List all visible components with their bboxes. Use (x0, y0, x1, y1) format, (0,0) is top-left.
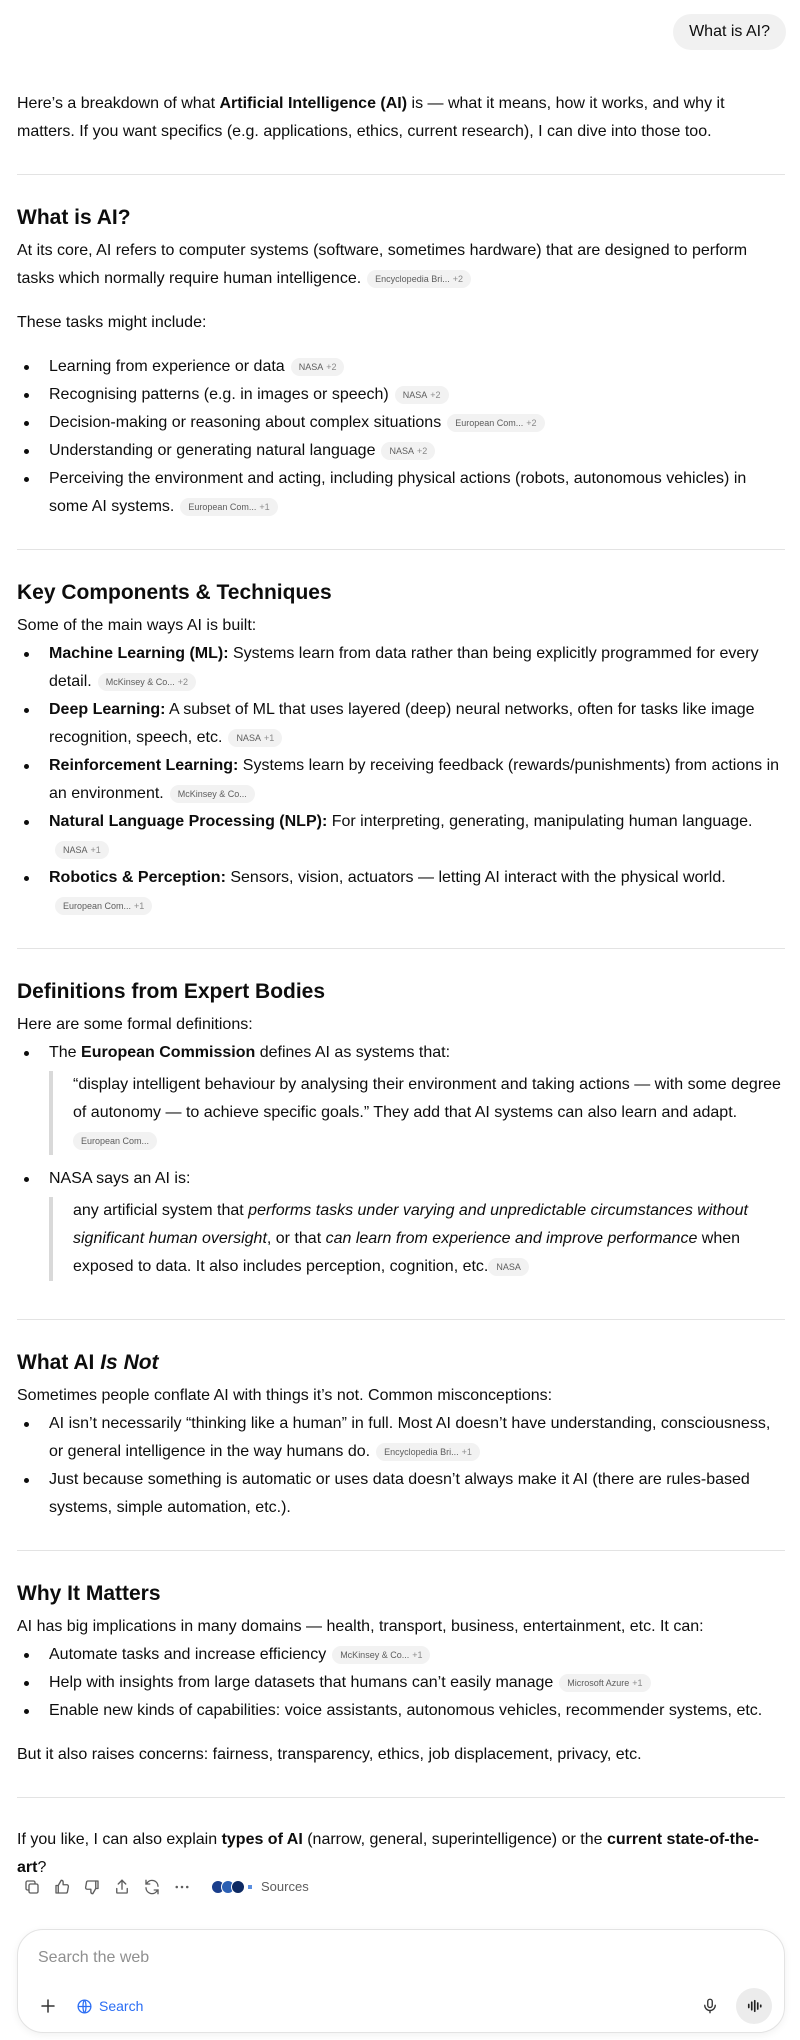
copy-button[interactable] (17, 1873, 47, 1901)
voice-waveform-icon (745, 1997, 763, 2015)
section-what-ai-is-not (17, 1320, 785, 1550)
paragraph: These tasks might include: (17, 314, 207, 331)
thumbs-up-icon (53, 1878, 71, 1896)
search-input[interactable] (38, 1944, 638, 1972)
section-definitions (17, 949, 785, 1319)
source-pill[interactable]: McKinsey & Co... (170, 785, 255, 803)
thumbs-down-icon (83, 1878, 101, 1896)
section-key-components (17, 550, 785, 948)
source-pill[interactable]: Encyclopedia Bri... +1 (376, 1443, 480, 1461)
thumbs-down-button[interactable] (77, 1873, 107, 1901)
source-pill[interactable]: NASA +2 (381, 442, 435, 460)
source-pill[interactable]: European Com... +1 (180, 498, 277, 516)
list-item: AI isn’t necessarily “thinking like a human” in full. Most AI doesn’t have understanding, consciousness, or general intelligence in the way humans do. Encyclopedia Bri... +1 (17, 1410, 785, 1466)
search-label: Search (99, 1998, 144, 2014)
section-heading: Definitions from Expert Bodies (17, 980, 326, 1003)
regenerate-button[interactable] (137, 1873, 167, 1901)
source-pill[interactable]: European Com... +1 (55, 897, 152, 915)
section-heading: Why It Matters (17, 1582, 161, 1605)
source-pill[interactable]: Microsoft Azure +1 (559, 1674, 650, 1692)
list-item: Learning from experience or data NASA +2 (17, 353, 785, 381)
mckinsey-favicon-icon (231, 1880, 245, 1894)
composer (17, 1929, 785, 2033)
section-heading: What is AI? (17, 206, 131, 229)
source-pill[interactable]: McKinsey & Co... +2 (98, 673, 196, 691)
list-item: Enable new kinds of capabilities: voice assistants, autonomous vehicles, recommender systems, etc. (17, 1697, 785, 1725)
plus-icon (39, 1997, 57, 2015)
microphone-icon (701, 1997, 719, 2015)
components-list (17, 640, 785, 920)
list-item: NASA says an AI is: any artificial system that performs tasks under varying and unpredictable circumstances without significant human oversight, or that can learn from experience and improve performance when exposed to data. It also includes perception, cognition, etc. NASA (17, 1165, 785, 1281)
paragraph: AI has big implications in many domains — health, transport, business, entertainment, etc. It can: (17, 1618, 704, 1635)
source-pill[interactable]: European Com... +2 (447, 414, 544, 432)
paragraph: At its core, AI refers to computer systems (software, sometimes hardware) that are designed to perform tasks which normally require human intelligence. Encyclopedia Bri... +2 (17, 242, 748, 287)
blockquote: “display intelligent behaviour by analysing their environment and taking actions — with some degree of autonomy — to achieve specific goals.” They add that AI systems can also learn and adapt. European Com... (49, 1071, 785, 1155)
dictate-button[interactable] (694, 1990, 726, 2022)
benefits-list (17, 1641, 785, 1725)
source-pill[interactable]: Encyclopedia Bri... +2 (367, 270, 471, 288)
thumbs-up-button[interactable] (47, 1873, 77, 1901)
share-icon (113, 1878, 131, 1896)
source-pill[interactable]: European Com... (73, 1132, 157, 1150)
list-item: Machine Learning (ML): Systems learn from data rather than being explicitly programmed for every detail. McKinsey & Co... +2 (17, 640, 785, 696)
message-actions-bar (17, 1873, 309, 1901)
copy-icon (23, 1878, 41, 1896)
list-item: Understanding or generating natural language NASA +2 (17, 437, 785, 465)
list-item: Perceiving the environment and acting, including physical actions (robots, autonomous vehicles) in some AI systems. European Com... +1 (17, 465, 785, 521)
share-button[interactable] (107, 1873, 137, 1901)
assistant-response (17, 90, 785, 1882)
voice-mode-button[interactable] (736, 1988, 772, 2024)
source-pill[interactable]: NASA +2 (395, 386, 449, 404)
list-item: Recognising patterns (e.g. in images or speech) NASA +2 (17, 381, 785, 409)
list-item: Just because something is automatic or uses data doesn’t always make it AI (there are rules-based systems, simple automation, etc.). (17, 1466, 785, 1522)
paragraph: Here are some formal definitions: (17, 1016, 253, 1033)
task-list (17, 353, 785, 521)
list-item: Robotics & Perception: Sensors, vision, actuators — letting AI interact with the physical world.European Com... +1 (17, 864, 785, 920)
source-pill[interactable]: NASA (488, 1258, 529, 1276)
intro-paragraph: Here’s a breakdown of what Artificial Intelligence (AI) is — what it means, how it works, and why it matters. If you want specifics (e.g. applications, ethics, current research), I can dive into those too. (17, 95, 725, 140)
source-favicons (211, 1880, 253, 1894)
add-attachment-button[interactable] (32, 1990, 64, 2022)
closing-paragraph: If you like, I can also explain types of AI (narrow, general, superintelligence) or the current state-of-the-art? (17, 1831, 759, 1876)
source-pill[interactable]: NASA +1 (55, 841, 109, 859)
more-button[interactable] (167, 1873, 197, 1901)
section-what-is-ai (17, 175, 785, 549)
misconceptions-list (17, 1410, 785, 1522)
source-pill[interactable]: McKinsey & Co... +1 (332, 1646, 430, 1664)
azure-favicon-icon (247, 1884, 253, 1890)
user-message-bubble: What is AI? (673, 14, 786, 50)
list-item: Help with insights from large datasets that humans can’t easily manage Microsoft Azure +1 (17, 1669, 785, 1697)
source-pill[interactable]: NASA +1 (228, 729, 282, 747)
paragraph: Sometimes people conflate AI with things it’s not. Common misconceptions: (17, 1387, 553, 1404)
list-item: Reinforcement Learning: Systems learn by receiving feedback (rewards/punishments) from actions in an environment. McKinsey & Co... (17, 752, 785, 808)
more-icon (173, 1878, 191, 1896)
list-item: Automate tasks and increase efficiency McKinsey & Co... +1 (17, 1641, 785, 1669)
list-item: Decision-making or reasoning about complex situations European Com... +2 (17, 409, 785, 437)
section-heading: Key Components & Techniques (17, 581, 332, 604)
sources-button[interactable] (211, 1873, 309, 1901)
definitions-list (17, 1039, 785, 1281)
paragraph: But it also raises concerns: fairness, transparency, ethics, job displacement, privacy, etc. (17, 1746, 642, 1763)
section-heading: What AI Is Not (17, 1351, 159, 1374)
paragraph: Some of the main ways AI is built: (17, 617, 257, 634)
sources-label: Sources (261, 1879, 309, 1894)
list-item: Natural Language Processing (NLP): For interpreting, generating, manipulating human language.NASA +1 (17, 808, 785, 864)
blockquote: any artificial system that performs tasks under varying and unpredictable circumstances without significant human oversight, or that can learn from experience and improve performance when exposed to data. It also includes perception, cognition, etc. NASA (49, 1197, 785, 1281)
section-why-it-matters (17, 1551, 785, 1797)
web-search-toggle[interactable] (70, 1992, 149, 2020)
regenerate-icon (143, 1878, 161, 1896)
globe-icon (76, 1998, 93, 2015)
list-item: The European Commission defines AI as systems that: “display intelligent behaviour by analysing their environment and taking actions — with some degree of autonomy — to achieve specific goals.” They add that AI systems can also learn and adapt. European Com... (17, 1039, 785, 1155)
source-pill[interactable]: NASA +2 (291, 358, 345, 376)
list-item: Deep Learning: A subset of ML that uses layered (deep) neural networks, often for tasks like image recognition, speech, etc. NASA +1 (17, 696, 785, 752)
